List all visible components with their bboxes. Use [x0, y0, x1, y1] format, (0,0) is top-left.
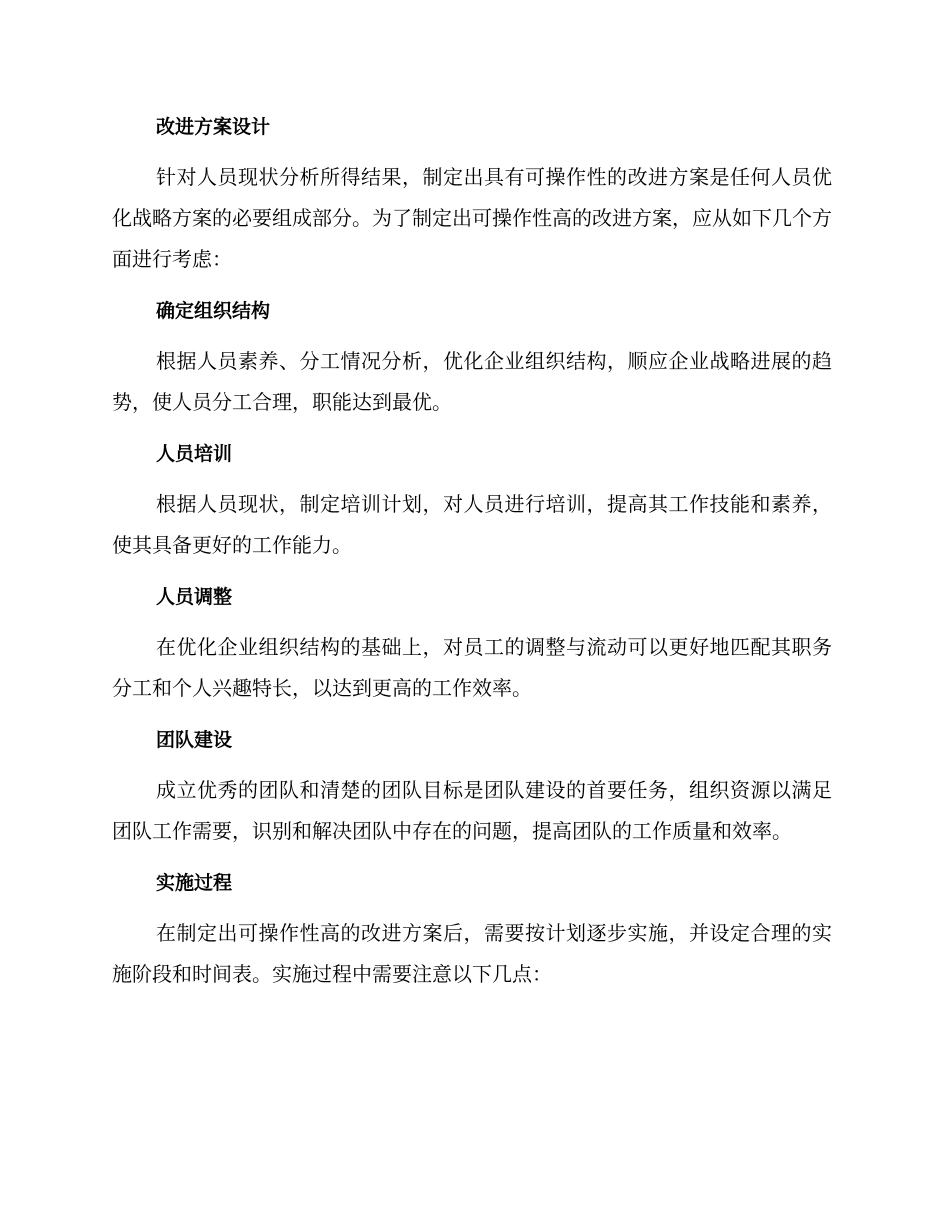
section-heading-implementation: 实施过程 — [156, 872, 233, 894]
section-paragraph-org-structure: 根据人员素养、分工情况分析，优化企业组织结构，顺应企业战略进展的趋势，使人员分工合理，职能达到最优。 — [112, 349, 832, 414]
section-paragraph-improvement-plan: 针对人员现状分析所得结果，制定出具有可操作性的改进方案是任何人员优化战略方案的必要组成部分。为了制定出可操作性高的改进方案，应从如下几个方面进行考虑： — [112, 165, 832, 271]
section-paragraph-implementation: 在制定出可操作性高的改进方案后，需要按计划逐步实施，并设定合理的实施阶段和时间表。实施过程中需要注意以下几点： — [112, 921, 832, 986]
section-heading-training: 人员培训 — [156, 443, 233, 465]
section-paragraph-training: 根据人员现状，制定培训计划，对人员进行培训，提高其工作技能和素养，使其具备更好的工作能力。 — [112, 492, 832, 557]
section-paragraph-team-building: 成立优秀的团队和清楚的团队目标是团队建设的首要任务，组织资源以满足团队工作需要，识别和解决团队中存在的问题，提高团队的工作质量和效率。 — [112, 778, 832, 843]
section-heading-team-building: 团队建设 — [156, 729, 233, 751]
section-heading-adjustment: 人员调整 — [156, 586, 233, 608]
section-paragraph-adjustment: 在优化企业组织结构的基础上，对员工的调整与流动可以更好地匹配其职务分工和个人兴趣特长，以达到更高的工作效率。 — [112, 635, 832, 700]
section-heading-improvement-plan: 改进方案设计 — [156, 116, 271, 138]
section-heading-org-structure: 确定组织结构 — [156, 300, 271, 322]
document-body — [112, 108, 832, 1007]
